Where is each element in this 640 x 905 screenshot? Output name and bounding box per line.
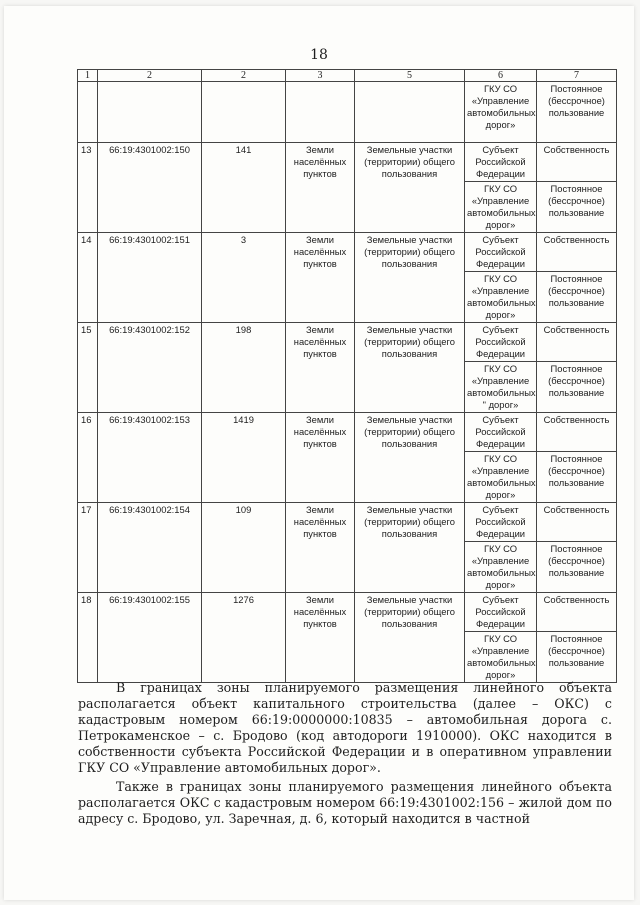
permitted-use-cell: Земельные участки (территории) общего пользования [355, 413, 465, 503]
document-page [4, 6, 634, 900]
table-row [78, 503, 617, 542]
owner-right-cell: Собственность [537, 413, 617, 452]
holder-cell: ГКУ СО «Управление автомобильных дорог» [465, 272, 537, 323]
holder-right-cell: Постоянное (бессрочное) пользование [537, 542, 617, 593]
row-number-cell: 14 [78, 233, 98, 323]
column-header: 5 [355, 70, 465, 82]
row-number-cell: 15 [78, 323, 98, 413]
area-cell: 1419 [202, 413, 286, 503]
area-cell: 141 [202, 143, 286, 233]
column-header: 1 [78, 70, 98, 82]
land-category-cell: Земли населённых пунктов [286, 143, 355, 233]
page-number: 18 [310, 47, 328, 63]
table-row-continued [78, 82, 617, 143]
cadastral-number-cell: 66:19:4301002:151 [98, 233, 202, 323]
land-category-cell: Земли населённых пунктов [286, 503, 355, 593]
column-header: 7 [537, 70, 617, 82]
holder-cell: ГКУ СО «Управление автомобильных дорог» [465, 632, 537, 683]
paragraph-text: Также в границах зоны планируемого размещения линейного объекта располагается ОКС с кадастровым номером 66:19:4301002:156 – жилой дом по адресу с. Бродово, ул. Заречная, д. 6, который находится в частной [78, 779, 612, 826]
owner-cell: Субъект Российской Федерации [465, 593, 537, 632]
land-category-cell: Земли населённых пунктов [286, 233, 355, 323]
owner-right-cell: Собственность [537, 593, 617, 632]
permitted-use-cell: Земельные участки (территории) общего пользования [355, 233, 465, 323]
row-number-cell: 16 [78, 413, 98, 503]
holder-right-cell: Постоянное (бессрочное) пользование [537, 82, 617, 143]
row-number-cell: 18 [78, 593, 98, 683]
owner-right-cell: Собственность [537, 143, 617, 182]
cadastral-number-cell: 66:19:4301002:150 [98, 143, 202, 233]
table-row [78, 413, 617, 452]
table-row [78, 233, 617, 272]
holder-right-cell: Постоянное (бессрочное) пользование [537, 182, 617, 233]
column-header: 3 [286, 70, 355, 82]
holder-cell: ГКУ СО «Управление автомобильных " дорог» [465, 362, 537, 413]
holder-right-cell: Постоянное (бессрочное) пользование [537, 452, 617, 503]
permitted-use-cell: Земельные участки (территории) общего пользования [355, 323, 465, 413]
paragraph-text: В границах зоны планируемого размещения линейного объекта располагается объект капитального строительства (далее – ОКС) с кадастровым номером 66:19:0000000:10835 – автомобильная дорога с. Петрокаменское – с. Бродово (код автодороги 1910000). ОКС находится в собственности субъекта Российской Федерации и в оперативном управлении ГКУ СО «Управление автомобильных дорог». [78, 680, 612, 775]
table-row [78, 143, 617, 182]
holder-right-cell: Постоянное (бессрочное) пользование [537, 272, 617, 323]
permitted-use-cell: Земельные участки (территории) общего пользования [355, 593, 465, 683]
cadastral-number-cell: 66:19:4301002:152 [98, 323, 202, 413]
owner-right-cell: Собственность [537, 233, 617, 272]
area-cell: 1276 [202, 593, 286, 683]
row-number-cell: 13 [78, 143, 98, 233]
holder-cell: ГКУ СО «Управление автомобильных дорог» [465, 82, 537, 143]
holder-cell: ГКУ СО «Управление автомобильных дорог» [465, 542, 537, 593]
table-row [78, 323, 617, 362]
row-number-cell: 17 [78, 503, 98, 593]
paragraph-oks-house [78, 779, 612, 827]
holder-right-cell: Постоянное (бессрочное) пользование [537, 632, 617, 683]
table-header-row [78, 70, 617, 82]
cadastral-number-cell: 66:19:4301002:153 [98, 413, 202, 503]
owner-cell: Субъект Российской Федерации [465, 323, 537, 362]
area-cell: 198 [202, 323, 286, 413]
cadastral-number-cell: 66:19:4301002:155 [98, 593, 202, 683]
holder-right-cell: Постоянное (бессрочное) пользование [537, 362, 617, 413]
land-plots-table [77, 69, 617, 683]
area-cell: 109 [202, 503, 286, 593]
owner-cell: Субъект Российской Федерации [465, 233, 537, 272]
permitted-use-cell: Земельные участки (территории) общего пользования [355, 143, 465, 233]
land-category-cell: Земли населённых пунктов [286, 413, 355, 503]
owner-right-cell: Собственность [537, 323, 617, 362]
holder-cell: ГКУ СО «Управление автомобильных дорог» [465, 452, 537, 503]
column-header: 2 [202, 70, 286, 82]
owner-cell: Субъект Российской Федерации [465, 143, 537, 182]
table-row [78, 593, 617, 632]
owner-right-cell: Собственность [537, 503, 617, 542]
column-header: 6 [465, 70, 537, 82]
permitted-use-cell: Земельные участки (территории) общего пользования [355, 503, 465, 593]
paragraph-oks-road [78, 680, 612, 776]
owner-cell: Субъект Российской Федерации [465, 413, 537, 452]
cadastral-number-cell: 66:19:4301002:154 [98, 503, 202, 593]
owner-cell: Субъект Российской Федерации [465, 503, 537, 542]
land-category-cell: Земли населённых пунктов [286, 593, 355, 683]
land-category-cell: Земли населённых пунктов [286, 323, 355, 413]
holder-cell: ГКУ СО «Управление автомобильных дорог» [465, 182, 537, 233]
area-cell: 3 [202, 233, 286, 323]
column-header: 2 [98, 70, 202, 82]
